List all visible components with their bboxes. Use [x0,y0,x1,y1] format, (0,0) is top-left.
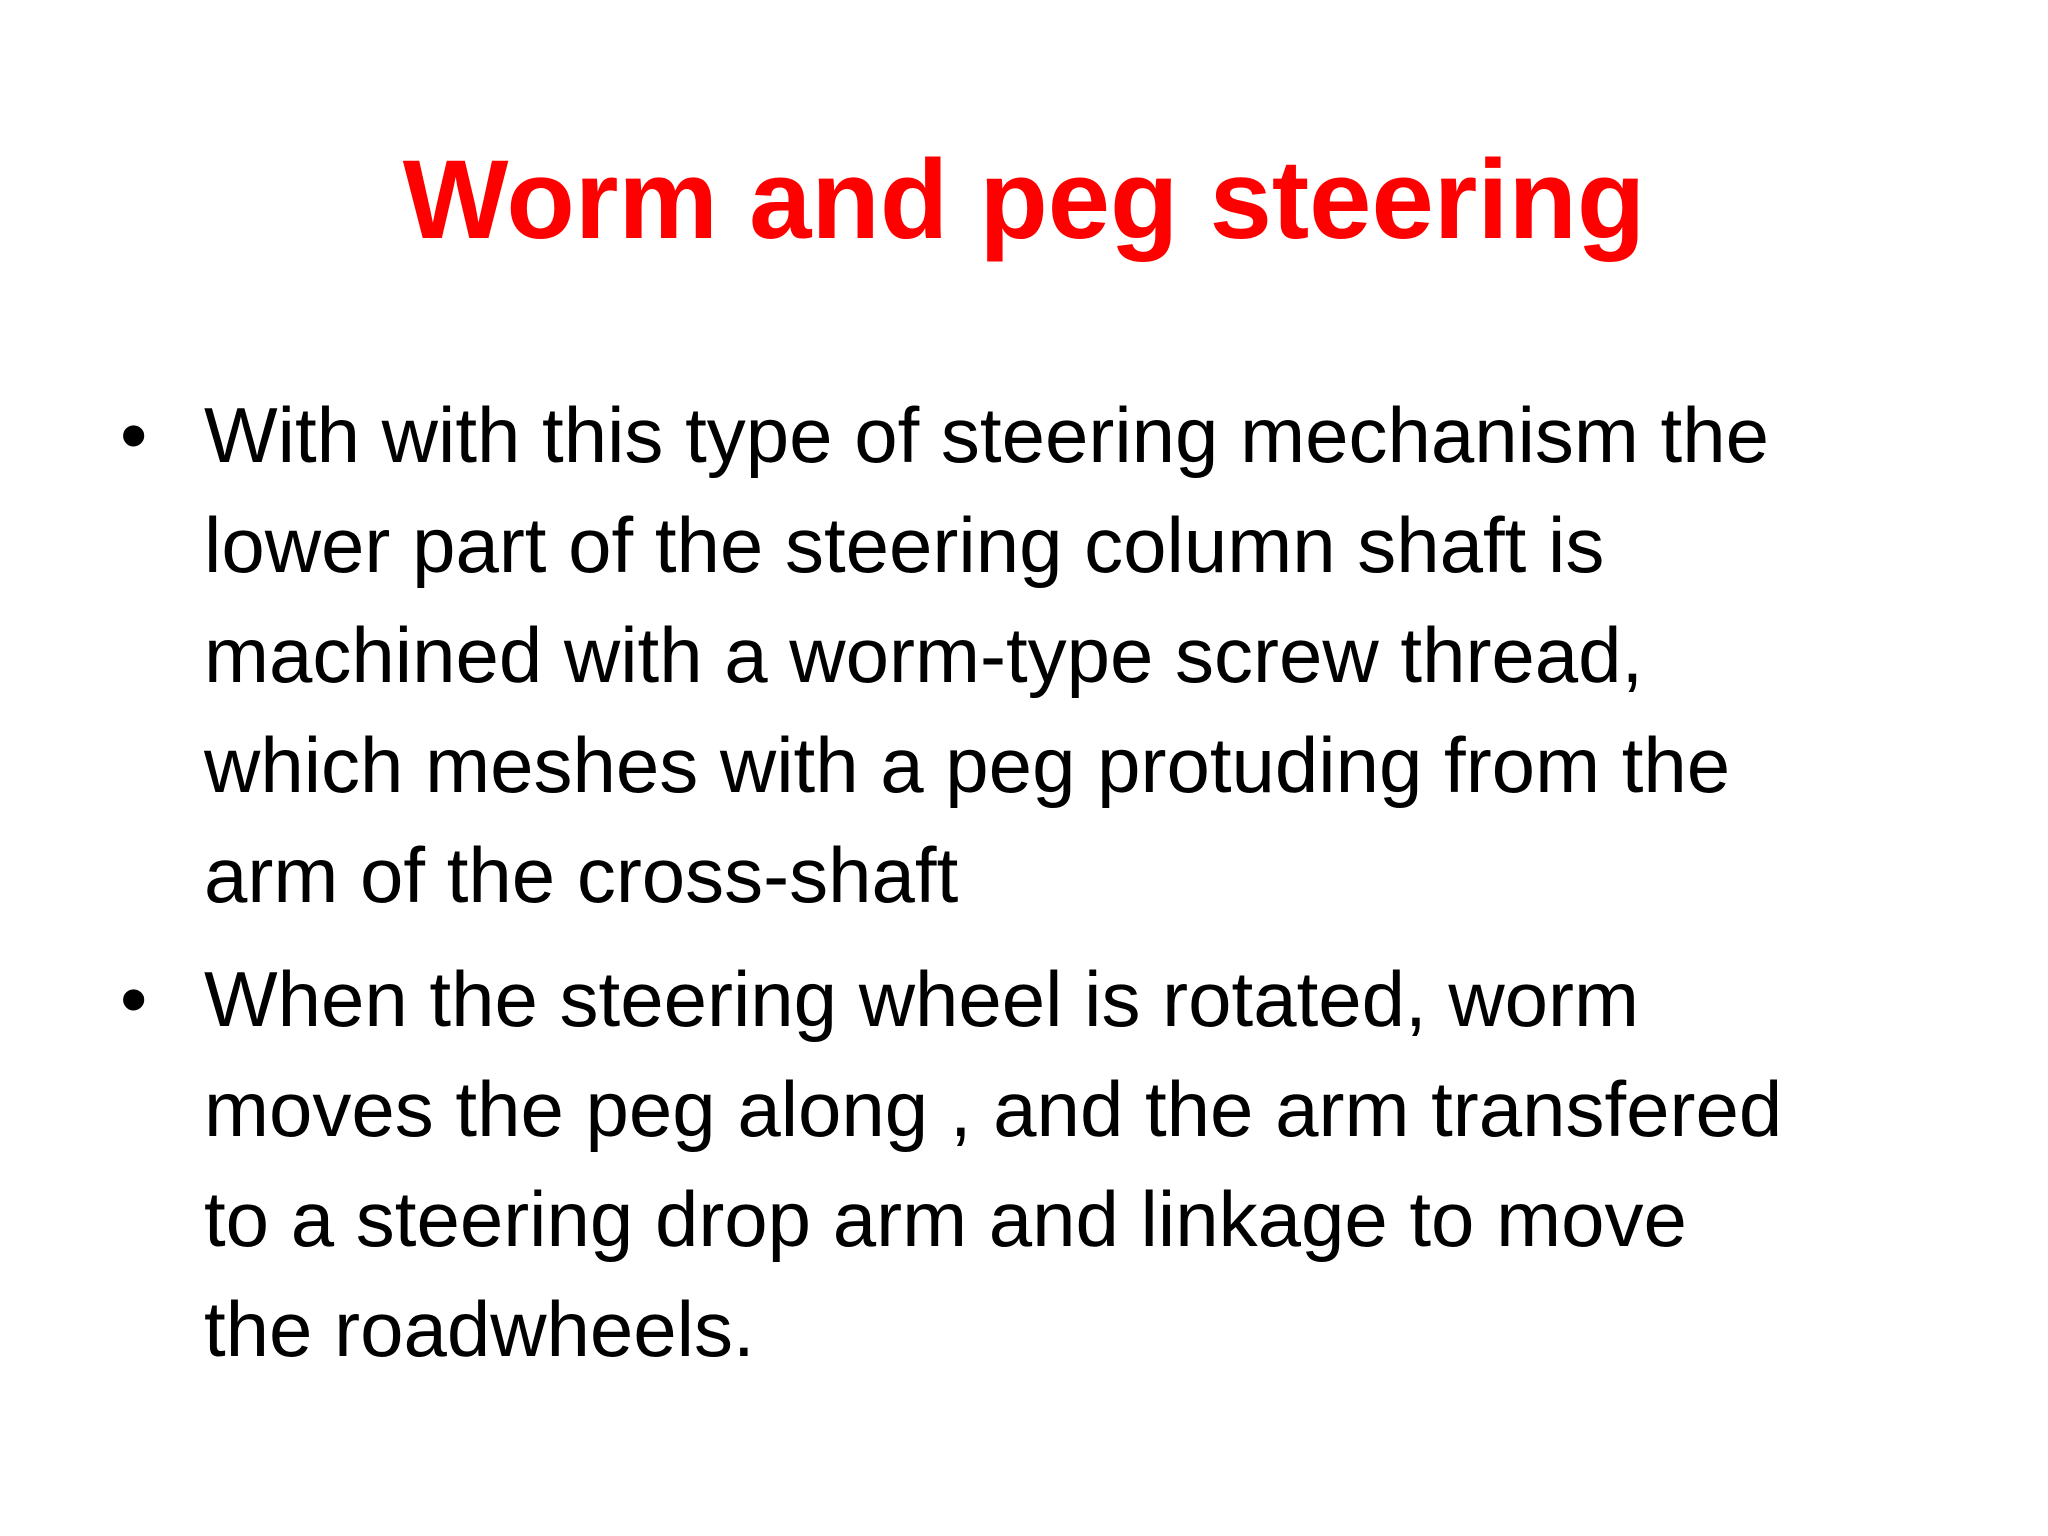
bullet-item-2 [120,944,1960,1384]
slide-title: Worm and peg steering [402,137,1646,262]
bullet-2-line-3: to a steering drop arm and linkage to move [204,1175,1687,1263]
bullet-dot-icon: • [120,391,148,479]
bullet-1-line-1: With with this type of steering mechanism the [204,391,1769,479]
bullet-2-line-1: When the steering wheel is rotated, worm [204,955,1640,1043]
bullet-1-line-2: lower part of the steering column shaft is [204,501,1605,589]
bullet-list [120,380,1960,1398]
bullet-2-line-2: moves the peg along , and the arm transfered [204,1065,1783,1153]
bullet-item-1 [120,380,1960,930]
bullet-2-line-4: the roadwheels. [204,1285,755,1373]
bullet-dot-icon: • [120,955,148,1043]
bullet-1-line-3: machined with a worm-type screw thread, [204,611,1644,699]
bullet-1-line-5: arm of the cross-shaft [204,831,959,919]
bullet-1-line-4: which meshes with a peg protuding from the [204,721,1731,809]
